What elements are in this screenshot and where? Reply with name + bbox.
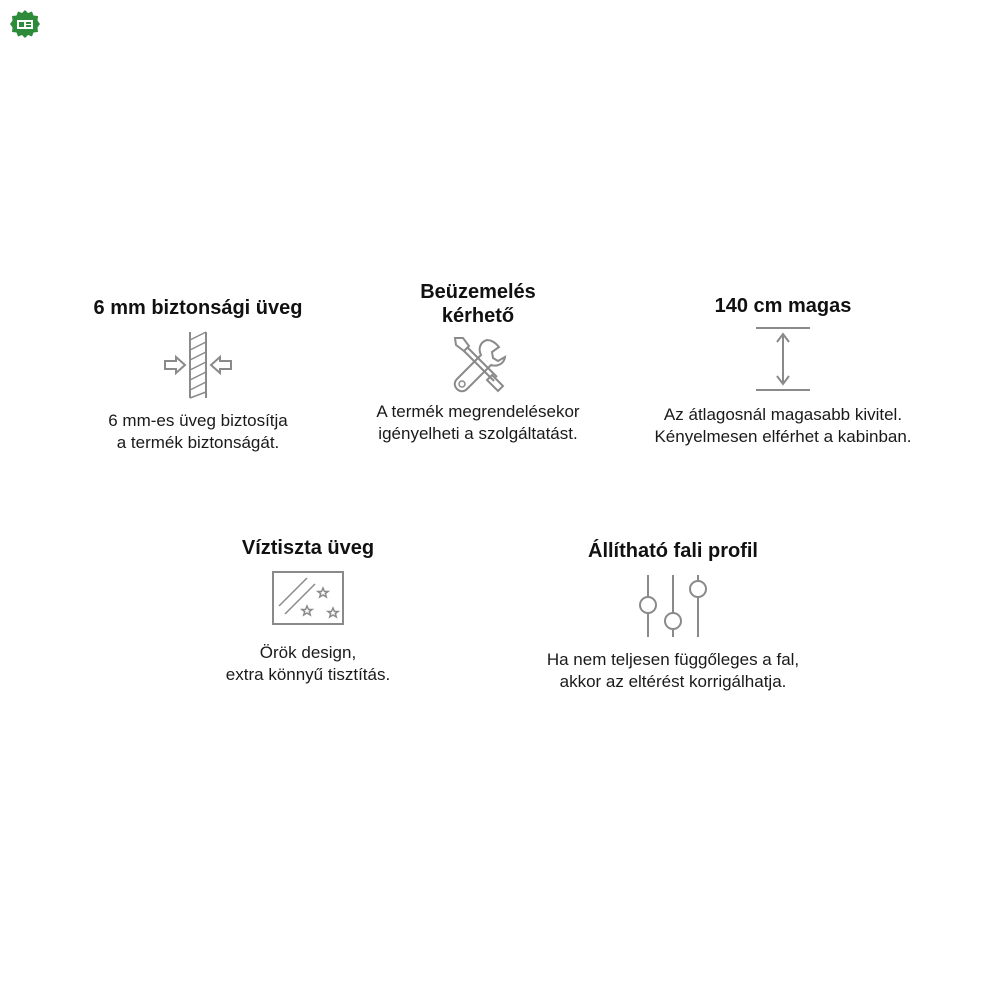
feature-adjustable-profile	[498, 539, 848, 693]
feature-title: Beüzemelés kérhető	[420, 281, 536, 327]
feature-description: Ha nem teljesen függőleges a fal, akkor az eltérést korrigálhatja.	[546, 650, 800, 691]
feature-safety-glass	[48, 296, 348, 454]
tools-icon	[447, 334, 509, 396]
feature-clear-glass	[158, 536, 458, 686]
feature-description: A termék megrendelésekor igényelheti a szolgáltatást.	[376, 402, 580, 443]
clean-glass-icon	[271, 570, 345, 626]
feature-title: 140 cm magas	[714, 295, 852, 317]
feature-title: Víztiszta üveg	[241, 537, 375, 559]
feature-title: 6 mm biztonsági üveg	[93, 297, 303, 319]
feature-description: Az átlagosnál magasabb kivitel. Kényelmesen elférhet a kabinban.	[654, 405, 912, 446]
height-arrow-icon	[753, 324, 813, 394]
feature-title: Állítható fali profil	[588, 540, 758, 562]
feature-height	[628, 294, 938, 448]
sliders-icon	[633, 573, 713, 639]
store-badge-icon	[9, 9, 41, 41]
feature-description: Örök design, extra könnyű tisztítás.	[225, 643, 391, 684]
feature-description: 6 mm-es üveg biztosítja a termék biztonságát.	[108, 411, 288, 452]
feature-installation	[328, 280, 628, 445]
glass-thickness-icon	[163, 330, 233, 400]
